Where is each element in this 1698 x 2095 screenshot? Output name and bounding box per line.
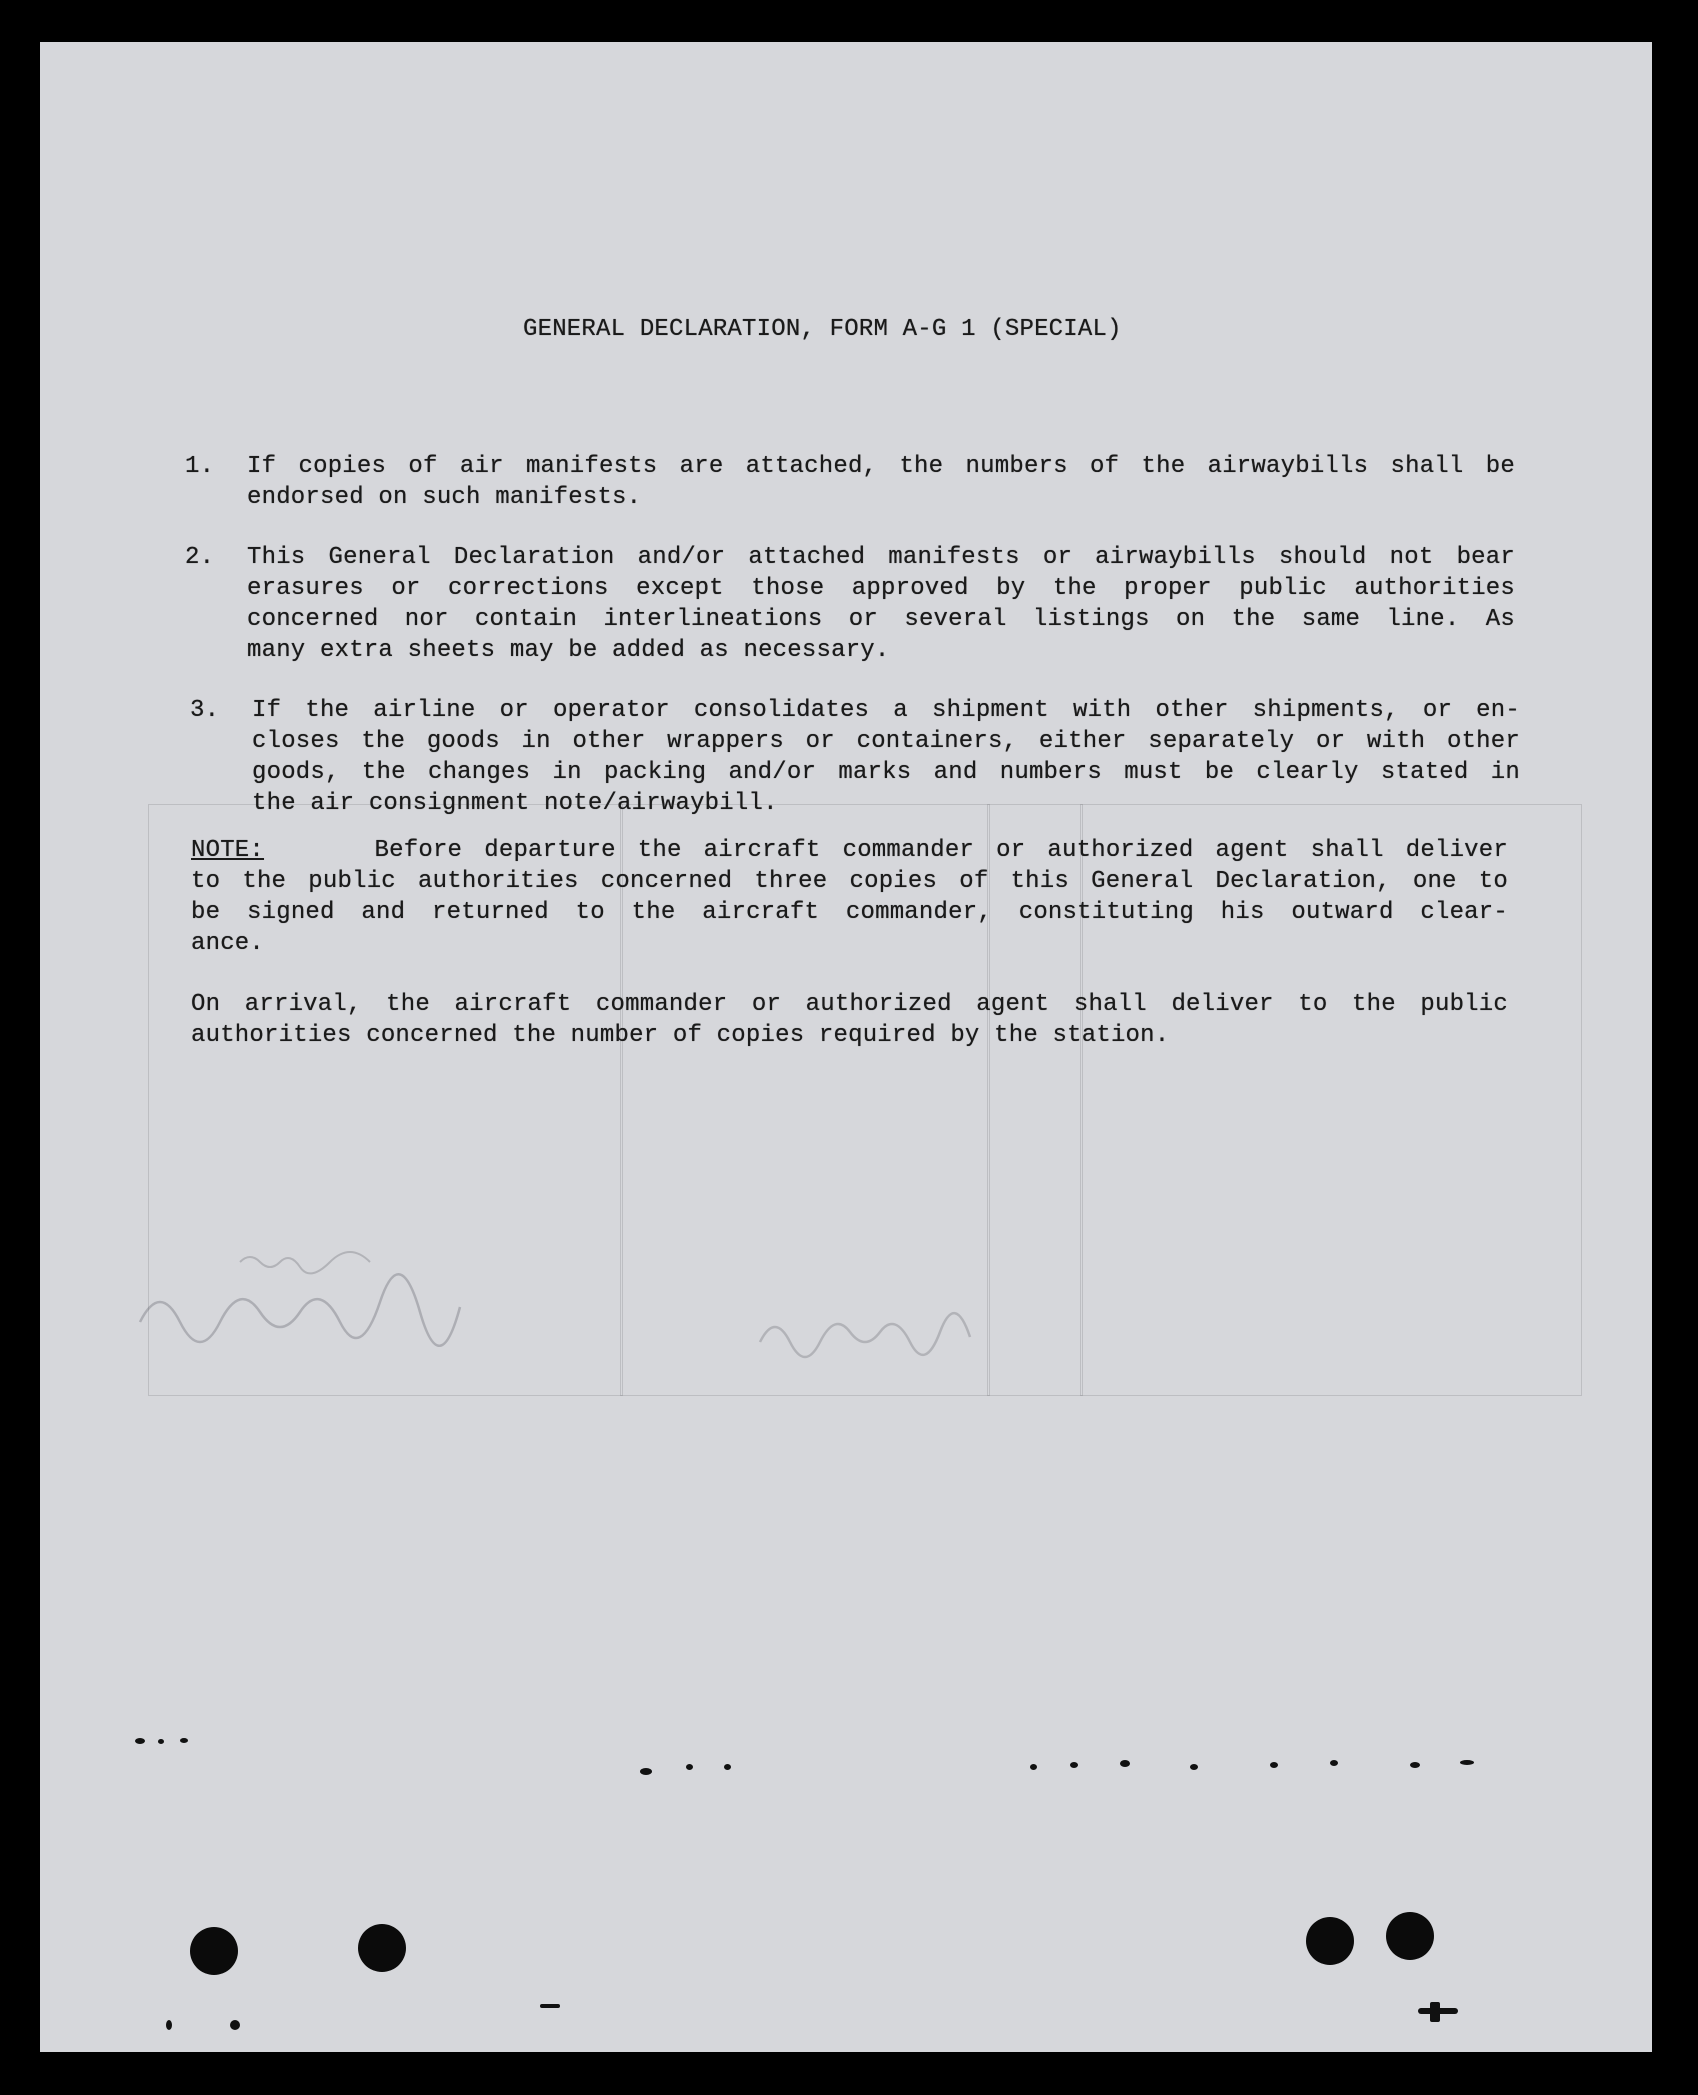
item-line: erasures or corrections except those approved by the proper public authorities — [247, 575, 1515, 602]
document-page — [40, 42, 1652, 2052]
item-number: 2. — [185, 544, 215, 571]
item-line: concerned nor contain interlineations or several listings on the same line. As — [247, 606, 1515, 633]
page-title: GENERAL DECLARATION, FORM A-G 1 (SPECIAL) — [523, 316, 1122, 343]
handwriting-bleed-through — [120, 1202, 1020, 1402]
note-paragraph — [191, 835, 1508, 959]
item-line: many extra sheets may be added as necessary. — [247, 637, 890, 664]
note-line: ance. — [191, 930, 265, 957]
item-line: This General Declaration and/or attached manifests or airwaybills should not bear — [247, 544, 1515, 571]
speck — [1270, 1762, 1278, 1768]
speck — [1410, 1762, 1420, 1768]
punch-hole — [1386, 1912, 1434, 1960]
speck — [540, 2004, 560, 2008]
arrival-line: authorities concerned the number of copies required by the station. — [191, 1022, 1170, 1049]
speck — [158, 1739, 164, 1744]
speck — [1190, 1764, 1198, 1770]
item-line: goods, the changes in packing and/or marks and numbers must be clearly stated in — [252, 759, 1520, 786]
item-text — [247, 542, 1515, 666]
speck — [640, 1768, 652, 1775]
speck — [1030, 1764, 1037, 1770]
item-line: the air consignment note/airwaybill. — [252, 790, 778, 817]
item-line: If copies of air manifests are attached, the numbers of the airwaybills shall be — [247, 453, 1515, 480]
item-text — [252, 695, 1520, 819]
speck — [1070, 1762, 1078, 1768]
note-line: be signed and returned to the aircraft commander, constituting his outward clear- — [191, 899, 1508, 926]
speck — [1460, 1760, 1474, 1765]
speck — [180, 1738, 188, 1743]
item-number: 3. — [190, 697, 220, 724]
speck — [1330, 1760, 1338, 1766]
punch-hole — [190, 1927, 238, 1975]
arrival-line: On arrival, the aircraft commander or authorized agent shall deliver to the public — [191, 991, 1508, 1018]
item-line: If the airline or operator consolidates a shipment with other shipments, or en- — [252, 697, 1520, 724]
item-number: 1. — [185, 453, 215, 480]
speck — [724, 1764, 731, 1770]
speck — [135, 1738, 145, 1744]
speck — [230, 2020, 240, 2030]
note-label: NOTE: — [191, 837, 265, 864]
speck — [1120, 1760, 1130, 1767]
speck — [1430, 2002, 1440, 2022]
punch-hole — [1306, 1917, 1354, 1965]
arrival-paragraph — [191, 989, 1508, 1051]
punch-hole — [358, 1924, 406, 1972]
speck — [686, 1764, 693, 1770]
item-text — [247, 451, 1515, 513]
note-line — [191, 835, 1508, 866]
speck — [166, 2020, 172, 2030]
note-line-text: Before departure the aircraft commander or authorized agent shall deliver — [374, 837, 1508, 864]
item-line: closes the goods in other wrappers or containers, either separately or with other — [252, 728, 1520, 755]
note-line: to the public authorities concerned three copies of this General Declaration, one to — [191, 868, 1508, 895]
item-line: endorsed on such manifests. — [247, 484, 642, 511]
